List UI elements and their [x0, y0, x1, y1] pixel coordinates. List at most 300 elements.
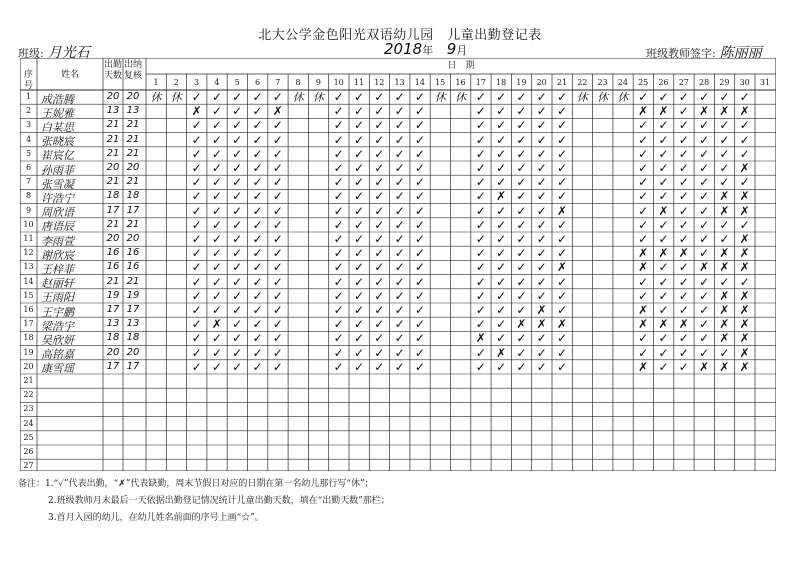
check-mark: ✓	[516, 345, 527, 360]
check-mark: ✓	[272, 132, 283, 147]
check-mark: ✓	[353, 331, 365, 346]
check-mark: ✓	[394, 359, 405, 374]
check-mark: ✓	[678, 189, 689, 204]
day-number: 13	[394, 78, 405, 87]
check-mark: ✓	[211, 203, 222, 218]
check-mark: ✓	[272, 359, 283, 374]
check-mark: ✓	[638, 146, 649, 161]
check-mark: ✓	[475, 161, 486, 175]
check-mark: ✓	[353, 246, 365, 261]
review-days: 20	[126, 162, 140, 173]
check-mark: ✓	[699, 175, 710, 190]
check-mark: ✓	[272, 189, 283, 204]
check-mark: ✓	[191, 161, 202, 175]
year: 2018	[384, 40, 423, 58]
check-mark: ✓	[475, 90, 486, 104]
row-number: 16	[23, 305, 34, 314]
check-mark: ✓	[353, 161, 365, 175]
day-number: 20	[536, 78, 547, 87]
check-mark: ✓	[475, 189, 486, 204]
check-mark: ✓	[353, 317, 365, 332]
check-mark: ✓	[272, 217, 283, 232]
check-mark: ✓	[536, 246, 547, 261]
check-mark: ✓	[414, 260, 425, 275]
row-number: 2	[25, 106, 32, 116]
check-mark: ✓	[638, 288, 649, 303]
check-mark: ✓	[333, 90, 344, 104]
check-mark: ✓	[516, 203, 527, 218]
attend-days: 21	[106, 147, 120, 159]
check-mark: ✓	[536, 217, 547, 232]
review-days: 13	[126, 105, 140, 117]
check-mark: ✓	[252, 203, 263, 218]
day-number: 6	[254, 78, 261, 87]
cross-mark: ✗	[658, 246, 669, 261]
check-mark: ✓	[536, 90, 547, 104]
check-mark: ✓	[739, 274, 750, 289]
check-mark: ✓	[232, 317, 243, 332]
attend-days: 21	[106, 275, 120, 287]
row-number: 20	[23, 361, 34, 371]
check-mark: ✓	[475, 217, 486, 232]
student-name: 张晓宸	[41, 135, 74, 149]
check-mark: ✓	[536, 203, 547, 218]
check-mark: ✓	[719, 118, 730, 133]
check-mark: ✓	[191, 345, 202, 360]
check-mark: ✓	[272, 274, 283, 289]
check-mark: ✓	[556, 217, 568, 232]
student-name: 王雨阳	[41, 291, 74, 305]
check-mark: ✓	[556, 288, 568, 303]
check-mark: ✓	[211, 175, 222, 190]
check-mark: ✓	[496, 331, 507, 346]
row-number: 22	[23, 390, 34, 400]
check-mark: ✓	[252, 161, 263, 175]
check-mark: ✓	[516, 175, 527, 190]
day-number: 5	[234, 78, 240, 87]
student-name: 崔宸亿	[41, 149, 74, 163]
cross-mark: ✗	[638, 104, 649, 119]
check-mark: ✓	[699, 146, 710, 161]
check-mark: ✓	[353, 203, 365, 218]
check-mark: ✓	[272, 118, 283, 133]
check-mark: ✓	[374, 175, 385, 190]
attend-days: 18	[106, 190, 120, 202]
check-mark: ✓	[353, 104, 365, 119]
check-mark: ✓	[719, 175, 730, 190]
check-mark: ✓	[232, 104, 243, 119]
check-mark: ✓	[232, 203, 243, 218]
check-mark: ✓	[394, 104, 405, 119]
check-mark: ✓	[475, 303, 486, 317]
check-mark: ✓	[678, 232, 689, 246]
attend-days: 20	[106, 233, 120, 244]
check-mark: ✓	[414, 189, 425, 204]
day-number: 14	[414, 78, 425, 87]
check-mark: ✓	[374, 90, 385, 104]
check-mark: ✓	[556, 246, 568, 261]
rest-mark: 休	[597, 91, 609, 104]
row-number: 12	[23, 248, 34, 258]
check-mark: ✓	[353, 132, 365, 147]
check-mark: ✓	[658, 274, 669, 289]
check-mark: ✓	[232, 359, 243, 374]
attend-days: 16	[106, 261, 120, 273]
check-mark: ✓	[191, 303, 202, 317]
cross-mark: ✗	[678, 246, 689, 261]
day-number: 16	[455, 78, 466, 87]
check-mark: ✓	[394, 90, 405, 104]
rest-mark: 休	[170, 91, 182, 104]
check-mark: ✓	[699, 189, 710, 204]
cross-mark: ✗	[516, 317, 527, 332]
check-mark: ✓	[333, 260, 344, 275]
row-number: 3	[25, 120, 32, 130]
check-mark: ✓	[516, 90, 527, 104]
check-mark: ✓	[496, 161, 507, 175]
check-mark: ✓	[638, 345, 649, 360]
year-unit: 年	[422, 44, 434, 57]
check-mark: ✓	[719, 132, 730, 147]
check-mark: ✓	[678, 260, 689, 275]
check-mark: ✓	[353, 232, 365, 246]
month: 9	[446, 40, 457, 58]
day-number: 15	[435, 78, 446, 87]
check-mark: ✓	[496, 359, 507, 374]
check-mark: ✓	[475, 146, 486, 161]
cross-mark: ✗	[536, 317, 547, 332]
review-days: 18	[126, 190, 140, 202]
student-name: 孙雨菲	[41, 163, 74, 177]
check-mark: ✓	[678, 331, 689, 346]
cross-mark: ✗	[719, 203, 730, 218]
check-mark: ✓	[414, 359, 425, 374]
check-mark: ✓	[556, 90, 568, 104]
check-mark: ✓	[333, 288, 344, 303]
cross-mark: ✗	[739, 303, 750, 317]
check-mark: ✓	[191, 189, 202, 204]
check-mark: ✓	[374, 217, 385, 232]
check-mark: ✓	[191, 232, 202, 246]
cross-mark: ✗	[658, 104, 669, 119]
check-mark: ✓	[658, 146, 669, 161]
check-mark: ✓	[374, 232, 385, 246]
check-mark: ✓	[658, 359, 669, 374]
check-mark: ✓	[353, 260, 365, 275]
check-mark: ✓	[678, 217, 689, 232]
check-mark: ✓	[414, 203, 425, 218]
student-name: 王妮雅	[41, 106, 74, 120]
check-mark: ✓	[333, 132, 344, 147]
check-mark: ✓	[333, 345, 344, 360]
cross-mark: ✗	[739, 345, 750, 360]
check-mark: ✓	[414, 90, 425, 104]
check-mark: ✓	[719, 274, 730, 289]
check-mark: ✓	[374, 118, 385, 133]
day-number: 18	[496, 78, 507, 87]
check-mark: ✓	[496, 317, 507, 332]
check-mark: ✓	[699, 90, 710, 104]
check-mark: ✓	[414, 288, 425, 303]
check-mark: ✓	[333, 331, 344, 346]
check-mark: ✓	[211, 118, 222, 133]
check-mark: ✓	[252, 359, 263, 374]
check-mark: ✓	[475, 132, 486, 147]
check-mark: ✓	[232, 189, 243, 204]
check-mark: ✓	[211, 288, 222, 303]
check-mark: ✓	[353, 288, 365, 303]
day-number: 27	[678, 78, 689, 87]
attend-days: 13	[106, 318, 120, 330]
check-mark: ✓	[272, 161, 283, 175]
day-number: 30	[739, 78, 750, 87]
rest-mark: 休	[455, 91, 466, 104]
check-mark: ✓	[678, 132, 689, 147]
check-mark: ✓	[394, 118, 405, 133]
check-mark: ✓	[374, 146, 385, 161]
check-mark: ✓	[333, 146, 344, 161]
check-mark: ✓	[719, 232, 730, 246]
check-mark: ✓	[333, 189, 344, 204]
attend-days: 21	[106, 133, 120, 145]
check-mark: ✓	[496, 146, 507, 161]
day-number: 4	[214, 78, 220, 87]
cross-mark: ✗	[739, 203, 750, 218]
check-mark: ✓	[516, 331, 527, 346]
cross-mark: ✗	[739, 288, 750, 303]
note-1: 备注：1.“✓”代表出勤，“✗”代表缺勤，周末节假日对应的日期在第一名幼儿那行写“休”；	[18, 479, 374, 489]
check-mark: ✓	[374, 246, 385, 261]
day-number: 29	[719, 78, 730, 87]
check-mark: ✓	[394, 288, 405, 303]
cross-mark: ✗	[638, 359, 649, 374]
check-mark: ✓	[496, 274, 507, 289]
check-mark: ✓	[272, 232, 283, 246]
check-mark: ✓	[272, 246, 283, 261]
check-mark: ✓	[394, 217, 405, 232]
check-mark: ✓	[516, 161, 527, 175]
check-mark: ✓	[232, 303, 243, 317]
check-mark: ✓	[516, 288, 527, 303]
check-mark: ✓	[232, 146, 243, 161]
check-mark: ✓	[556, 274, 568, 289]
row-number: 26	[23, 447, 34, 456]
row-number: 18	[23, 333, 34, 343]
check-mark: ✓	[475, 104, 486, 119]
check-mark: ✓	[536, 132, 547, 147]
check-mark: ✓	[191, 118, 202, 133]
check-mark: ✓	[516, 359, 527, 374]
day-number: 1	[153, 78, 159, 87]
check-mark: ✓	[475, 260, 486, 275]
check-mark: ✓	[191, 90, 202, 104]
check-mark: ✓	[678, 274, 689, 289]
check-mark: ✓	[394, 161, 405, 175]
check-mark: ✓	[333, 217, 344, 232]
check-mark: ✓	[678, 118, 689, 133]
row-number: 19	[23, 347, 34, 357]
check-mark: ✓	[394, 331, 405, 346]
check-mark: ✓	[475, 118, 486, 133]
page-title: 北大公学金色阳光双语幼儿园 儿童出勤登记表	[258, 28, 542, 43]
check-mark: ✓	[719, 217, 730, 232]
check-mark: ✓	[394, 146, 405, 161]
check-mark: ✓	[232, 217, 243, 232]
check-mark: ✓	[272, 203, 283, 218]
check-mark: ✓	[475, 203, 486, 218]
rest-mark: 休	[292, 91, 304, 104]
student-name: 王宇鹏	[41, 305, 74, 319]
check-mark: ✓	[333, 203, 344, 218]
rest-mark: 休	[617, 91, 629, 104]
check-mark: ✓	[678, 90, 689, 104]
row-number: 11	[23, 234, 34, 243]
check-mark: ✓	[394, 132, 405, 147]
cross-mark: ✗	[739, 331, 750, 346]
rest-mark: 休	[150, 91, 162, 104]
cross-mark: ✗	[638, 246, 649, 261]
day-number: 10	[333, 78, 344, 87]
check-mark: ✓	[699, 246, 710, 261]
review-days: 21	[126, 147, 140, 159]
check-mark: ✓	[638, 132, 649, 147]
check-mark: ✓	[516, 132, 527, 147]
attend-days: 13	[106, 105, 120, 117]
check-mark: ✓	[211, 359, 222, 374]
row-number: 15	[23, 290, 34, 300]
cross-mark: ✗	[699, 104, 710, 119]
attend-days: 20	[106, 91, 120, 102]
check-mark: ✓	[719, 90, 730, 104]
check-mark: ✓	[252, 232, 263, 246]
day-number: 7	[275, 78, 281, 87]
day-number: 31	[759, 78, 771, 87]
check-mark: ✓	[374, 260, 385, 275]
check-mark: ✓	[739, 90, 750, 104]
check-mark: ✓	[191, 203, 202, 218]
check-mark: ✓	[394, 274, 405, 289]
check-mark: ✓	[475, 232, 486, 246]
check-mark: ✓	[374, 303, 385, 317]
check-mark: ✓	[638, 90, 649, 104]
check-mark: ✓	[496, 104, 507, 119]
check-mark: ✓	[699, 232, 710, 246]
check-mark: ✓	[719, 146, 730, 161]
check-mark: ✓	[658, 232, 669, 246]
check-mark: ✓	[658, 189, 669, 204]
check-mark: ✓	[496, 303, 507, 317]
check-mark: ✓	[658, 217, 669, 232]
check-mark: ✓	[496, 217, 507, 232]
check-mark: ✓	[556, 175, 568, 190]
student-name: 李雨萱	[41, 234, 74, 248]
check-mark: ✓	[475, 317, 486, 332]
check-mark: ✓	[496, 288, 507, 303]
check-mark: ✓	[496, 203, 507, 218]
cross-mark: ✗	[496, 345, 507, 360]
check-mark: ✓	[211, 161, 222, 175]
attend-days: 16	[106, 247, 120, 259]
day-number: 21	[556, 78, 568, 87]
cross-mark: ✗	[739, 189, 750, 204]
check-mark: ✓	[414, 345, 425, 360]
cross-mark: ✗	[638, 260, 649, 275]
check-mark: ✓	[699, 203, 710, 218]
cross-mark: ✗	[719, 246, 730, 261]
check-mark: ✓	[536, 175, 547, 190]
cross-mark: ✗	[556, 260, 568, 275]
check-mark: ✓	[232, 246, 243, 261]
review-days: 16	[126, 261, 140, 273]
attendance-table	[20, 58, 776, 471]
check-mark: ✓	[374, 104, 385, 119]
check-mark: ✓	[739, 146, 750, 161]
student-name: 王梓菲	[41, 262, 74, 276]
check-mark: ✓	[211, 274, 222, 289]
row-number: 10	[23, 219, 34, 229]
review-days: 21	[126, 133, 140, 145]
check-mark: ✓	[475, 175, 486, 190]
check-mark: ✓	[516, 232, 527, 246]
check-mark: ✓	[211, 146, 222, 161]
check-mark: ✓	[556, 104, 568, 119]
check-mark: ✓	[475, 359, 486, 374]
day-number: 23	[597, 78, 608, 87]
row-number: 25	[23, 432, 34, 442]
check-mark: ✓	[191, 317, 202, 332]
check-mark: ✓	[394, 317, 405, 332]
check-mark: ✓	[252, 331, 263, 346]
check-mark: ✓	[252, 274, 263, 289]
check-mark: ✓	[475, 274, 486, 289]
cross-mark: ✗	[211, 317, 222, 332]
check-mark: ✓	[699, 345, 710, 360]
day-number: 12	[374, 78, 385, 87]
check-mark: ✓	[678, 288, 689, 303]
day-number: 8	[295, 78, 301, 87]
cross-mark: ✗	[272, 104, 283, 119]
check-mark: ✓	[678, 161, 689, 175]
check-mark: ✓	[658, 345, 669, 360]
student-name: 张雪凝	[41, 177, 74, 191]
cross-mark: ✗	[556, 317, 568, 332]
check-mark: ✓	[191, 146, 202, 161]
check-mark: ✓	[536, 146, 547, 161]
check-mark: ✓	[353, 90, 365, 104]
review-days: 13	[126, 318, 140, 330]
check-mark: ✓	[252, 303, 263, 317]
check-mark: ✓	[232, 260, 243, 275]
cross-mark: ✗	[496, 189, 507, 204]
check-mark: ✓	[536, 232, 547, 246]
check-mark: ✓	[374, 345, 385, 360]
class-label: 班级:	[18, 47, 44, 60]
cross-mark: ✗	[719, 317, 730, 332]
check-mark: ✓	[536, 104, 547, 119]
check-mark: ✓	[556, 359, 568, 374]
check-mark: ✓	[394, 246, 405, 261]
check-mark: ✓	[638, 189, 649, 204]
note-3: 3.首月入园的幼儿，在幼儿姓名前面的序号上画“☆”。	[48, 513, 264, 523]
attend-days: 20	[106, 346, 120, 358]
cross-mark: ✗	[719, 288, 730, 303]
cross-mark: ✗	[191, 104, 202, 119]
check-mark: ✓	[699, 217, 710, 232]
check-mark: ✓	[658, 132, 669, 147]
check-mark: ✓	[658, 260, 669, 275]
check-mark: ✓	[252, 260, 263, 275]
check-mark: ✓	[353, 359, 365, 374]
